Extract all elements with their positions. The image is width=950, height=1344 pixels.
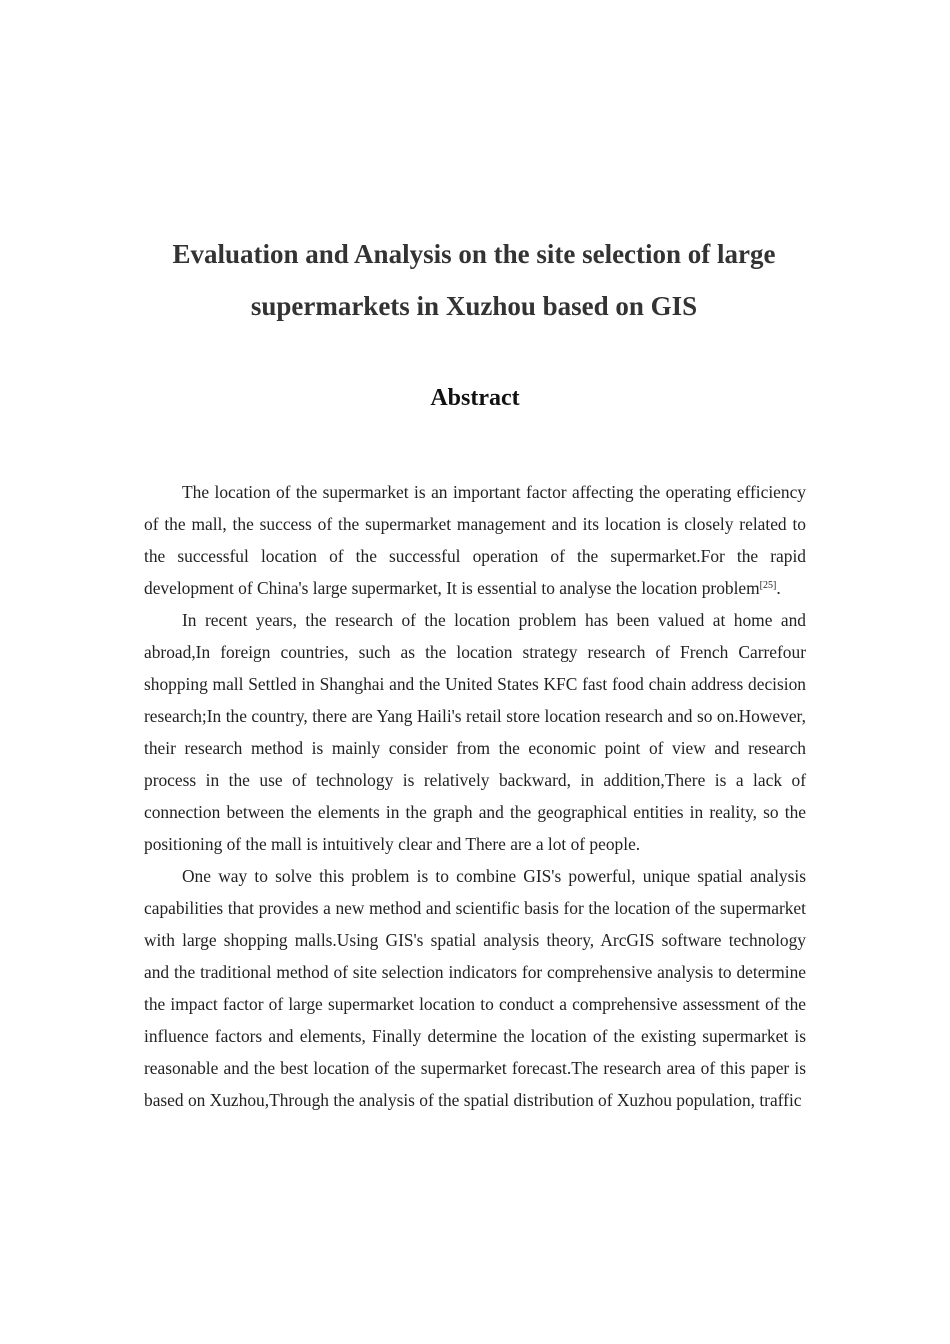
abstract-paragraph-1-end: . (776, 578, 781, 598)
paper-title (120, 228, 828, 332)
abstract-body (144, 476, 806, 1116)
abstract-paragraph-1-text: The location of the supermarket is an important factor affecting the operating efficiency of the mall, the success of the supermarket management and its location is closely related to the successful location of the successful operation of the supermarket.For the rapid development of China's large supermarket, It is essential to analyse the location problem (144, 482, 806, 598)
abstract-paragraph-1 (144, 476, 806, 604)
paper-title-line-1: Evaluation and Analysis on the site selection of large (172, 239, 776, 269)
abstract-paragraph-3: One way to solve this problem is to combine GIS's powerful, unique spatial analysis capabilities that provides a new method and scientific basis for the location of the supermarket with large shopping malls.Using GIS's spatial analysis theory, ArcGIS software technology and the traditional method of site selection indicators for comprehensive analysis to determine the impact factor of large supermarket location to conduct a comprehensive assessment of the influence factors and elements, Finally determine the location of the existing supermarket is reasonable and the best location of the supermarket forecast.The research area of this paper is based on Xuzhou,Through the analysis of the spatial distribution of Xuzhou population, traffic (144, 866, 806, 1110)
abstract-heading: Abstract (430, 385, 520, 411)
abstract-paragraph-2: In recent years, the research of the location problem has been valued at home and abroad,In foreign countries, such as the location strategy research of French Carrefour shopping mall Settled in Shanghai and the United States KFC fast food chain address decision research;In the country, there are Yang Haili's retail store location research and so on.However, their research method is mainly consider from the economic point of view and research process in the use of technology is relatively backward, in addition,There is a lack of connection between the elements in the graph and the geographical entities in reality, so the positioning of the mall is intuitively clear and There are a lot of people. (144, 610, 806, 854)
citation-reference: [25] (759, 580, 777, 591)
paper-title-line-2: supermarkets in Xuzhou based on GIS (250, 291, 698, 321)
